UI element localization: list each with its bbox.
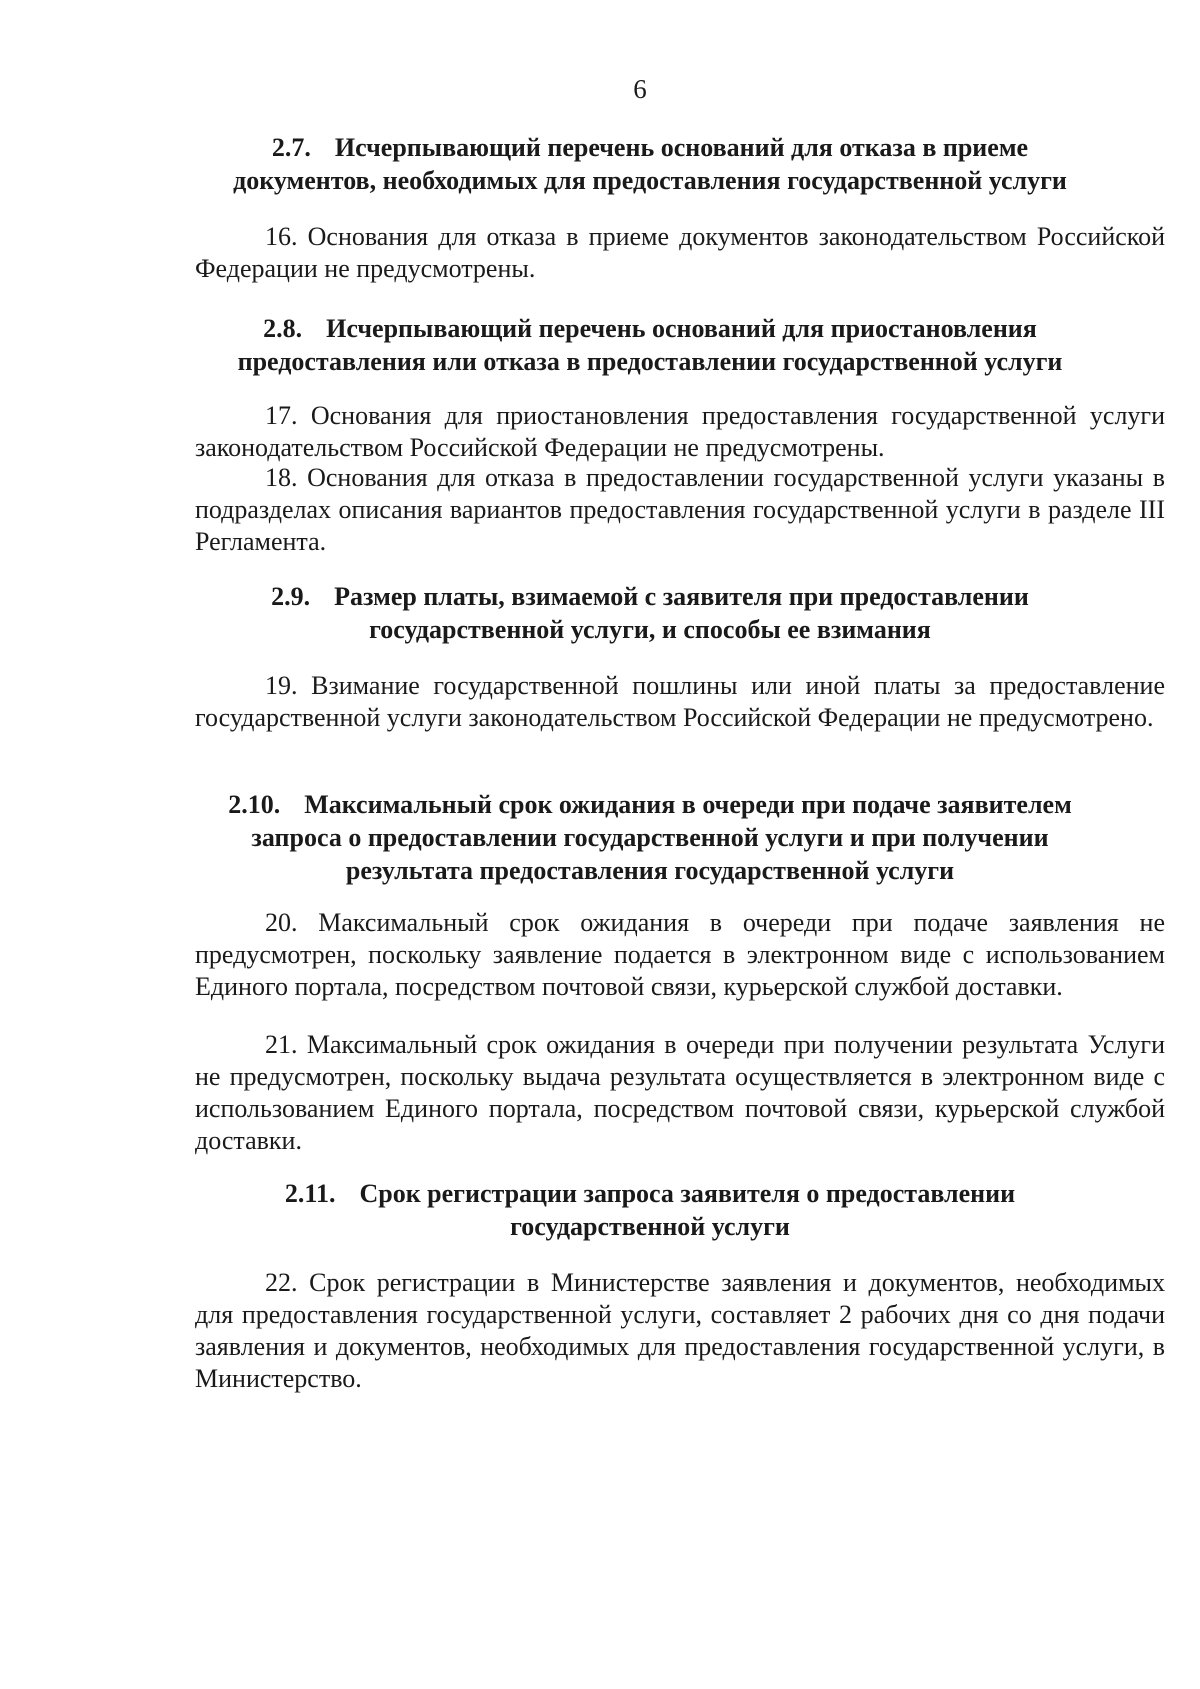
heading-line: государственной услуги, и способы ее взимания <box>369 615 931 644</box>
heading-text: Размер платы, взимаемой с заявителя при предоставлении <box>334 582 1029 611</box>
section-number: 2.11. <box>284 1179 336 1208</box>
heading-line <box>180 788 1120 821</box>
heading-line <box>180 312 1120 345</box>
heading-line: предоставления или отказа в предоставлении государственной услуги <box>237 347 1063 376</box>
section-number: 2.10. <box>228 790 281 819</box>
page-number: 6 <box>633 74 647 104</box>
heading-text: Срок регистрации запроса заявителя о предоставлении <box>359 1179 1016 1208</box>
heading-line: результата предоставления государственной услуги <box>345 856 955 885</box>
section-heading-2-10 <box>180 788 1120 887</box>
heading-line <box>180 131 1120 164</box>
paragraph-20: 20. Максимальный срок ожидания в очереди при подаче заявления не предусмотрен, поскольку заявление подается в электронном виде с использованием Единого портала, посредством почтовой связи, курьерской службой доставки. <box>195 908 1165 1001</box>
heading-text: Исчерпывающий перечень оснований для отказа в приеме <box>334 133 1029 162</box>
heading-text: Исчерпывающий перечень оснований для приостановления <box>326 314 1037 343</box>
paragraph-16: 16. Основания для отказа в приеме документов законодательством Российской Федерации не предусмотрены. <box>195 222 1165 283</box>
section-number: 2.9. <box>271 582 311 611</box>
paragraph-19: 19. Взимание государственной пошлины или иной платы за предоставление государственной услуги законодательством Российской Федерации не предусмотрено. <box>195 671 1165 732</box>
heading-line: документов, необходимых для предоставления государственной услуги <box>233 166 1067 195</box>
section-number: 2.8. <box>263 314 303 343</box>
heading-line <box>180 1177 1120 1210</box>
section-heading-2-8 <box>180 312 1120 378</box>
heading-line: запроса о предоставлении государственной услуги и при получении <box>251 823 1049 852</box>
paragraph-17: 17. Основания для приостановления предоставления государственной услуги законодательством Российской Федерации не предусмотрены. <box>195 401 1165 462</box>
heading-line <box>180 580 1120 613</box>
section-number: 2.7. <box>271 133 311 162</box>
paragraph-21: 21. Максимальный срок ожидания в очереди при получении результата Услуги не предусмотрен, поскольку выдача результата осуществляется в электронном виде с использованием Единого портала, посредством почтовой связи, курьерской службой доставки. <box>195 1030 1165 1155</box>
paragraph-18: 18. Основания для отказа в предоставлении государственной услуги указаны в подразделах описания вариантов предоставления государственной услуги в разделе III Регламента. <box>195 463 1165 556</box>
section-heading-2-7 <box>180 131 1120 197</box>
section-heading-2-9 <box>180 580 1120 646</box>
paragraph-22: 22. Срок регистрации в Министерстве заявления и документов, необходимых для предоставления государственной услуги, составляет 2 рабочих дня со дня подачи заявления и документов, необходимых для предоставления государственной услуги, в Министерство. <box>195 1268 1165 1393</box>
heading-line: государственной услуги <box>510 1212 790 1241</box>
heading-text: Максимальный срок ожидания в очереди при подаче заявителем <box>304 790 1072 819</box>
section-heading-2-11 <box>180 1177 1120 1243</box>
